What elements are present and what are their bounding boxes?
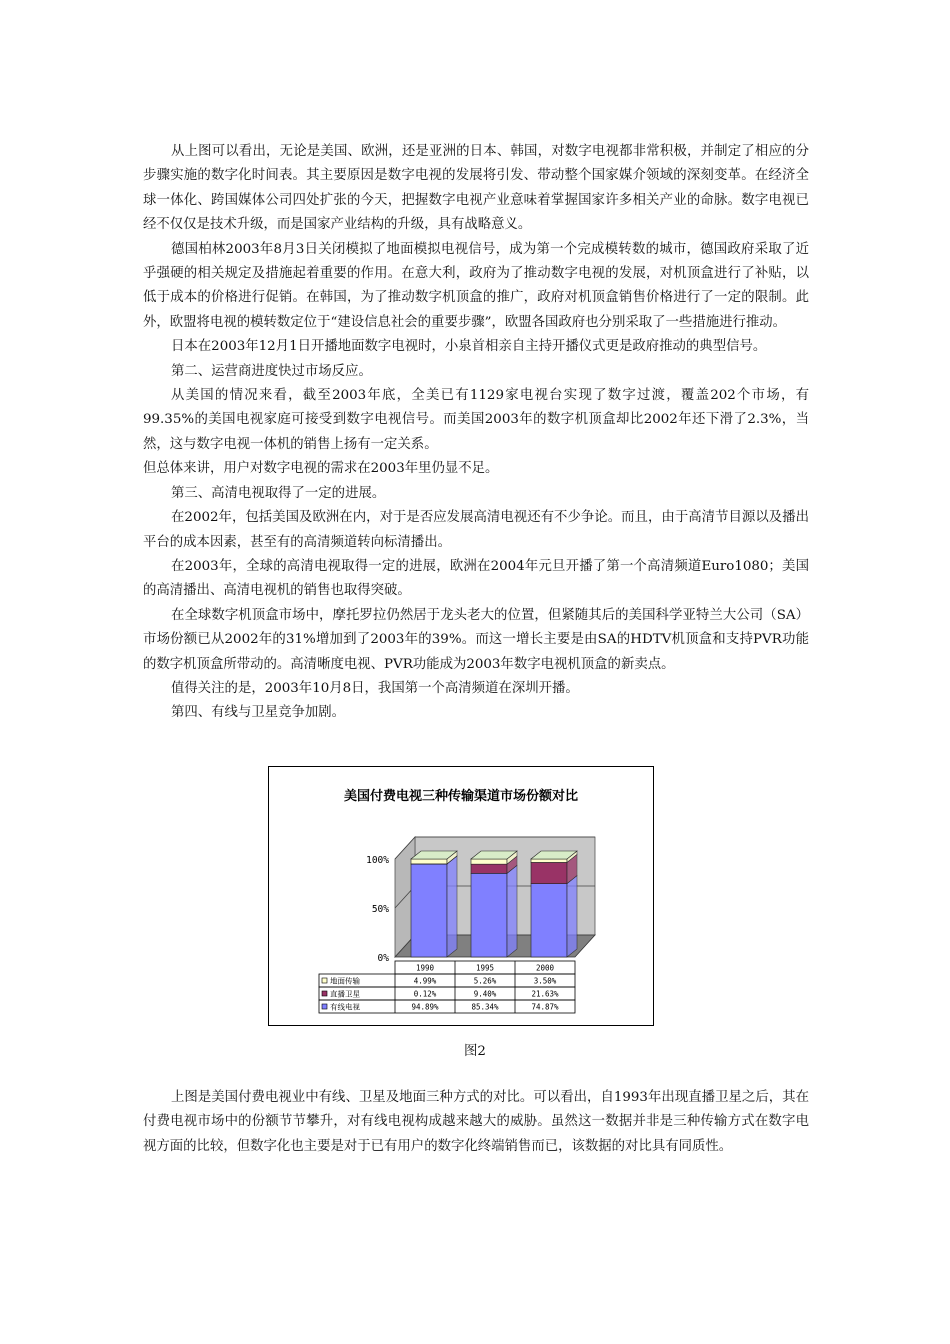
after-figure-text [143, 1086, 809, 1159]
data-label: 94.89% [411, 1002, 439, 1012]
paragraph: 在全球数字机顶盒市场中，摩托罗拉仍然居于龙头老大的位置，但紧随其后的美国科学亚特兰大公司（SA）市场份额已从2002年的31%增加到了2003年的39%。而这一增长主要是由SA的HDTV机顶盒和支持PVR功能的数字机顶盒所带动的。高清晰度电视、PVR功能成为2003年数字电视机顶盒的新卖点。 [143, 607, 809, 672]
table-category-label: 2000 [535, 963, 555, 973]
data-label: 85.34% [471, 1002, 499, 1012]
bar-front [411, 864, 447, 957]
document-body [143, 140, 809, 726]
chart-plot [366, 837, 595, 964]
bar-side [447, 856, 457, 957]
paragraph: 值得关注的是，2003年10月8日，我国第一个高清频道在深圳开播。 [171, 680, 579, 696]
bar-segment [471, 865, 517, 957]
paragraph: 第三、高清电视取得了一定的进展。 [171, 485, 386, 501]
legend-swatch [322, 991, 327, 996]
paragraph: 从上图可以看出，无论是美国、欧洲，还是亚洲的日本、韩国，对数字电视都非常积极，并制定了相应的分步骤实施的数字化时间表。其主要原因是数字电视的发展将引发、带动整个国家媒介领域的深刻变革。在经济全球一体化、跨国媒体公司四处扩张的今天，把握数字电视产业意味着掌握国家许多相关产业的命脉。数字电视已经不仅仅是技术升级，而是国家产业结构的升级，具有战略意义。 [143, 144, 809, 233]
table-category-label: 1995 [475, 963, 495, 973]
data-label: 9.40% [473, 989, 497, 999]
paragraph: 但总体来讲，用户对数字电视的需求在2003年里仍显不足。 [143, 461, 499, 477]
chart-svg [269, 767, 653, 1025]
bar-front [531, 884, 567, 957]
paragraph: 上图是美国付费电视业中有线、卫星及地面三种方式的对比。可以看出，自1993年出现直播卫星之后，其在付费电视市场中的份额节节攀升，对有线电视构成越来越大的威胁。虽然这一数据并非是三种传输方式在数字电视方面的比较，但数字化也主要是对于已有用户的数字化终端销售而已，该数据的对比具有同质性。 [143, 1090, 809, 1154]
series-name: 直播卫星 [330, 989, 360, 999]
series-name: 地面传输 [330, 976, 360, 986]
series-name: 有线电视 [330, 1002, 360, 1012]
paragraph: 第四、有线与卫星竞争加剧。 [171, 705, 346, 721]
bar-front [411, 859, 447, 864]
y-tick-label: 50% [371, 904, 389, 915]
data-label: 21.63% [531, 989, 559, 999]
market-share-chart [268, 766, 654, 1026]
y-tick-label: 100% [366, 855, 389, 866]
chart-title: 美国付费电视三种传输渠道市场份额对比 [343, 789, 579, 804]
data-label: 5.26% [473, 976, 497, 986]
data-label: 4.99% [413, 976, 437, 986]
bar-front [471, 859, 507, 864]
legend-swatch [322, 978, 327, 983]
legend-swatch [322, 1004, 327, 1009]
bar-front [471, 864, 507, 873]
figure-caption: 图2 [464, 1044, 486, 1059]
bar-side [567, 876, 577, 957]
paragraph: 日本在2003年12月1日开播地面数字电视时，小泉首相亲自主持开播仪式更是政府推动的典型信号。 [171, 339, 767, 355]
paragraph: 在2002年，包括美国及欧洲在内，对于是否应发展高清电视还有不少争论。而且，由于高清节目源以及播出平台的成本因素，甚至有的高清频道转向标清播出。 [143, 510, 809, 550]
table-category-label: 1990 [415, 963, 435, 973]
bar-front [531, 862, 567, 883]
bar-front [471, 873, 507, 957]
paragraph: 第二、运营商进度快过市场反应。 [171, 363, 372, 379]
y-tick-label: 0% [377, 953, 389, 964]
paragraph: 从美国的情况来看，截至2003年底，全美已有1129家电视台实现了数字过渡，覆盖202个市场，有99.35%的美国电视家庭可接受到数字电视信号。而美国2003年的数字机顶盒却比2002年还下滑了2.3%，当然，这与数字电视一体机的销售上扬有一定关系。 [143, 388, 809, 452]
data-label: 74.87% [531, 1002, 559, 1012]
paragraph: 在2003年，全球的高清电视取得一定的进展，欧洲在2004年元旦开播了第一个高清频道Euro1080；美国的高清播出、高清电视机的销售也取得突破。 [143, 558, 809, 599]
data-label: 3.50% [533, 976, 557, 986]
data-label: 0.12% [413, 989, 437, 999]
bar-segment [531, 876, 577, 957]
paragraph: 德国柏林2003年8月3日关闭模拟了地面模拟电视信号，成为第一个完成模转数的城市，德国政府采取了近乎强硬的相关规定及措施起着重要的作用。在意大利，政府为了推动数字电视的发展，对机顶盒进行了补贴，以低于成本的价格进行促销。在韩国，为了推动数字机顶盒的推广，政府对机顶盒销售价格进行了一定的限制。此外，欧盟将电视的模转数定位于“建设信息社会的重要步骤”，欧盟各国政府也分别采取了一些措施进行推动。 [143, 241, 809, 330]
bar-segment [411, 856, 457, 957]
chart-data-table [319, 961, 575, 1013]
bar-front [531, 859, 567, 862]
bar-side [507, 865, 517, 957]
